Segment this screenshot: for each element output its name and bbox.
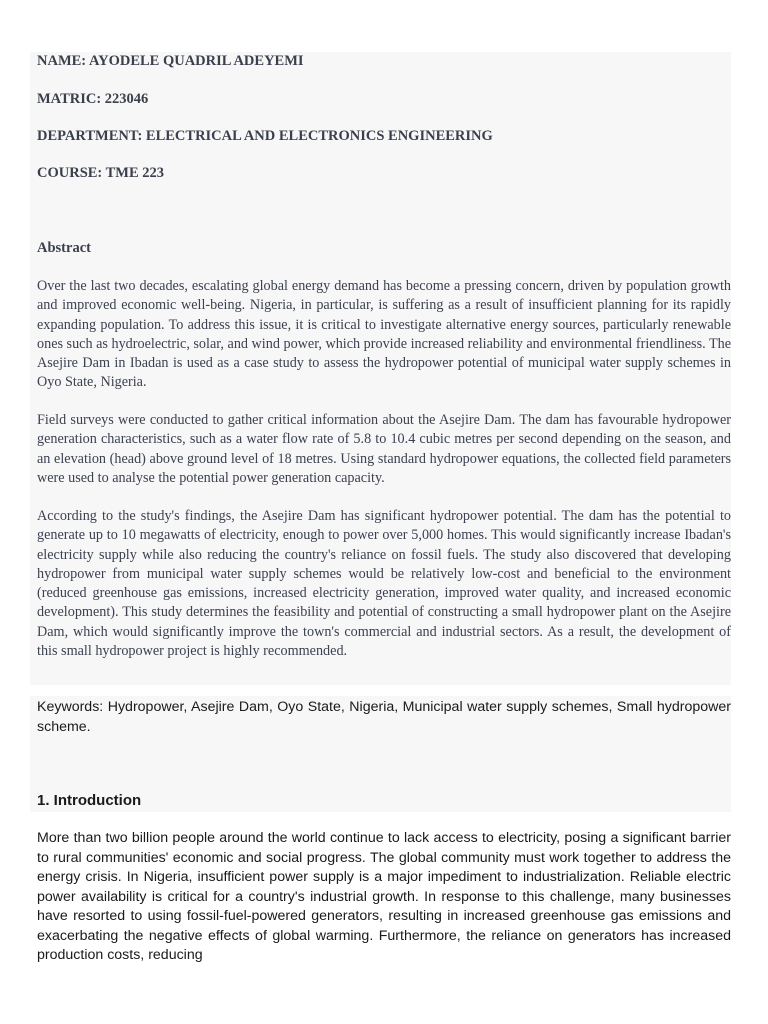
abstract-heading: Abstract [37, 240, 91, 256]
introduction-paragraph: More than two billion people around the world continue to lack access to electricity, posing a significant barrier to rural communities' economic and social progress. The global community must work together to address the energy crisis. In Nigeria, insufficient power supply is a major impediment to industrialization. Reliable electric power availability is critical for a country's industrial growth. In response to this challenge, many businesses have resorted to using fossil-fuel-powered generators, resulting in increased greenhouse gas emissions and exacerbating the negative effects of global warming. Furthermore, the reliance on generators has increased production costs, reducing [37, 830, 731, 963]
abstract-paragraph-1: Over the last two decades, escalating global energy demand has become a pressing concern, driven by population growth and improved economic well-being. Nigeria, in particular, is suffering as a result of insufficient planning for its rapidly expanding population. To address this issue, it is critical to investigate alternative energy sources, particularly renewable ones such as hydroelectric, solar, and wind power, which provide increased reliability and environmental friendliness. The Asejire Dam in Ibadan is used as a case study to assess the hydropower potential of municipal water supply schemes in Oyo State, Nigeria. [37, 278, 731, 391]
matric-number: MATRIC: 223046 [37, 91, 149, 107]
student-name: NAME: AYODELE QUADRIL ADEYEMI [37, 53, 304, 69]
department: DEPARTMENT: ELECTRICAL AND ELECTRONICS ENGINEERING [37, 128, 493, 144]
introduction-heading: 1. Introduction [37, 792, 142, 809]
course: COURSE: TME 223 [37, 165, 165, 181]
abstract-paragraph-3: According to the study's findings, the Asejire Dam has significant hydropower potential. The dam has the potential to generate up to 10 megawatts of electricity, enough to power over 5,000 homes. This would significantly increase Ibadan's electricity supply while also reducing the country's reliance on fossil fuels. The study also discovered that developing hydropower from municipal water supply schemes would be relatively low-cost and beneficial to the environment (reduced greenhouse gas emissions, increased electricity generation, improved water quality, and increased economic development). This study determines the feasibility and potential of constructing a small hydropower plant on the Asejire Dam, which would significantly improve the town's commercial and industrial sectors. As a result, the development of this small hydropower project is highly recommended. [37, 508, 731, 660]
abstract-paragraph-2: Field surveys were conducted to gather critical information about the Asejire Dam. The dam has favourable hydropower generation characteristics, such as a water flow rate of 5.8 to 10.4 cubic metres per second depending on the season, and an elevation (head) above ground level of 18 metres. Using standard hydropower equations, the collected field parameters were used to analyse the potential power generation capacity. [37, 412, 731, 486]
keywords: Keywords: Hydropower, Asejire Dam, Oyo State, Nigeria, Municipal water supply schemes, Small hydropower scheme. [37, 699, 731, 735]
